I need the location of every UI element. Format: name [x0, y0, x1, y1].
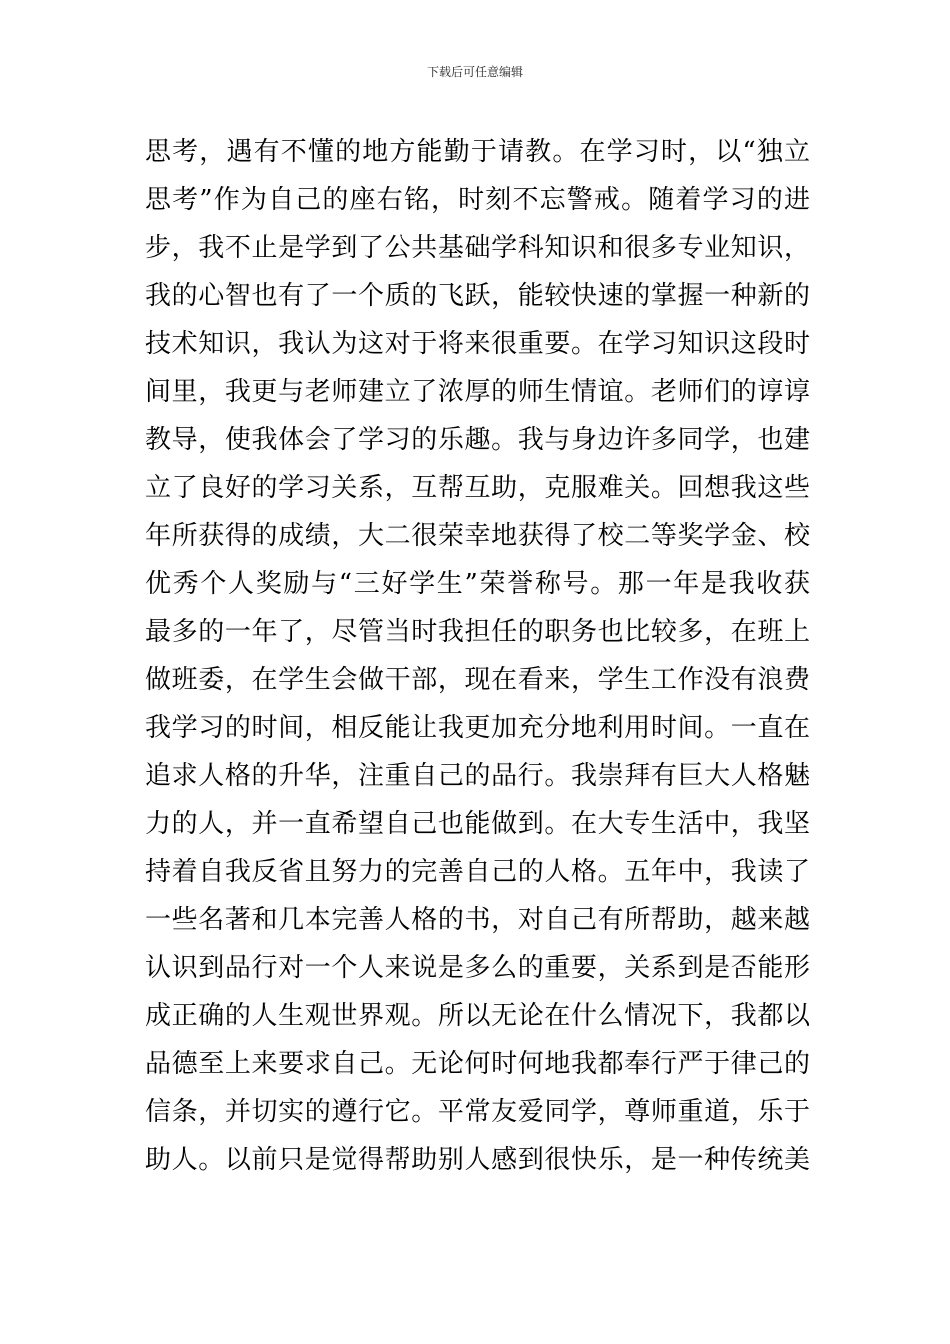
- text-line: 追求人格的升华，注重自己的品行。我崇拜有巨大人格魅: [145, 761, 810, 791]
- text-line: 思考，遇有不懂的地方能勤于请教。在学习时，以“独立: [145, 137, 810, 167]
- text-line: 优秀个人奖励与“三好学生”荣誉称号。那一年是我收获: [145, 569, 810, 599]
- text-line: 间里，我更与老师建立了浓厚的师生情谊。老师们的谆谆: [145, 377, 810, 407]
- text-line: 持着自我反省且努力的完善自己的人格。五年中，我读了: [145, 857, 810, 887]
- text-line: 我的心智也有了一个质的飞跃，能较快速的掌握一种新的: [145, 281, 810, 311]
- text-line: 立了良好的学习关系，互帮互助，克服难关。回想我这些: [145, 473, 810, 503]
- body-text: [145, 128, 810, 1184]
- text-line: 认识到品行对一个人来说是多么的重要，关系到是否能形: [145, 953, 810, 983]
- text-line: 我学习的时间，相反能让我更加充分地利用时间。一直在: [145, 713, 810, 743]
- page-header-note: 下载后可任意编辑: [426, 65, 523, 79]
- text-line: 一些名著和几本完善人格的书，对自己有所帮助，越来越: [145, 905, 810, 935]
- text-line: 做班委，在学生会做干部，现在看来，学生工作没有浪费: [145, 665, 810, 695]
- text-line: 年所获得的成绩，大二很荣幸地获得了校二等奖学金、校: [145, 521, 810, 551]
- text-line: 信条，并切实的遵行它。平常友爱同学，尊师重道，乐于: [145, 1097, 810, 1127]
- text-line: 思考”作为自己的座右铭，时刻不忘警戒。随着学习的进: [145, 185, 810, 215]
- text-line: 步，我不止是学到了公共基础学科知识和很多专业知识，: [145, 233, 810, 263]
- text-line: 成正确的人生观世界观。所以无论在什么情况下，我都以: [145, 1001, 810, 1031]
- text-line: 最多的一年了，尽管当时我担任的职务也比较多，在班上: [145, 617, 810, 647]
- text-line: 技术知识，我认为这对于将来很重要。在学习知识这段时: [145, 329, 810, 359]
- text-line: 教导，使我体会了学习的乐趣。我与身边许多同学，也建: [145, 425, 810, 455]
- text-line: 力的人，并一直希望自己也能做到。在大专生活中，我坚: [145, 809, 810, 839]
- text-line: 品德至上来要求自己。无论何时何地我都奉行严于律己的: [145, 1049, 810, 1079]
- text-line: 助人。以前只是觉得帮助别人感到很快乐，是一种传统美: [145, 1145, 810, 1175]
